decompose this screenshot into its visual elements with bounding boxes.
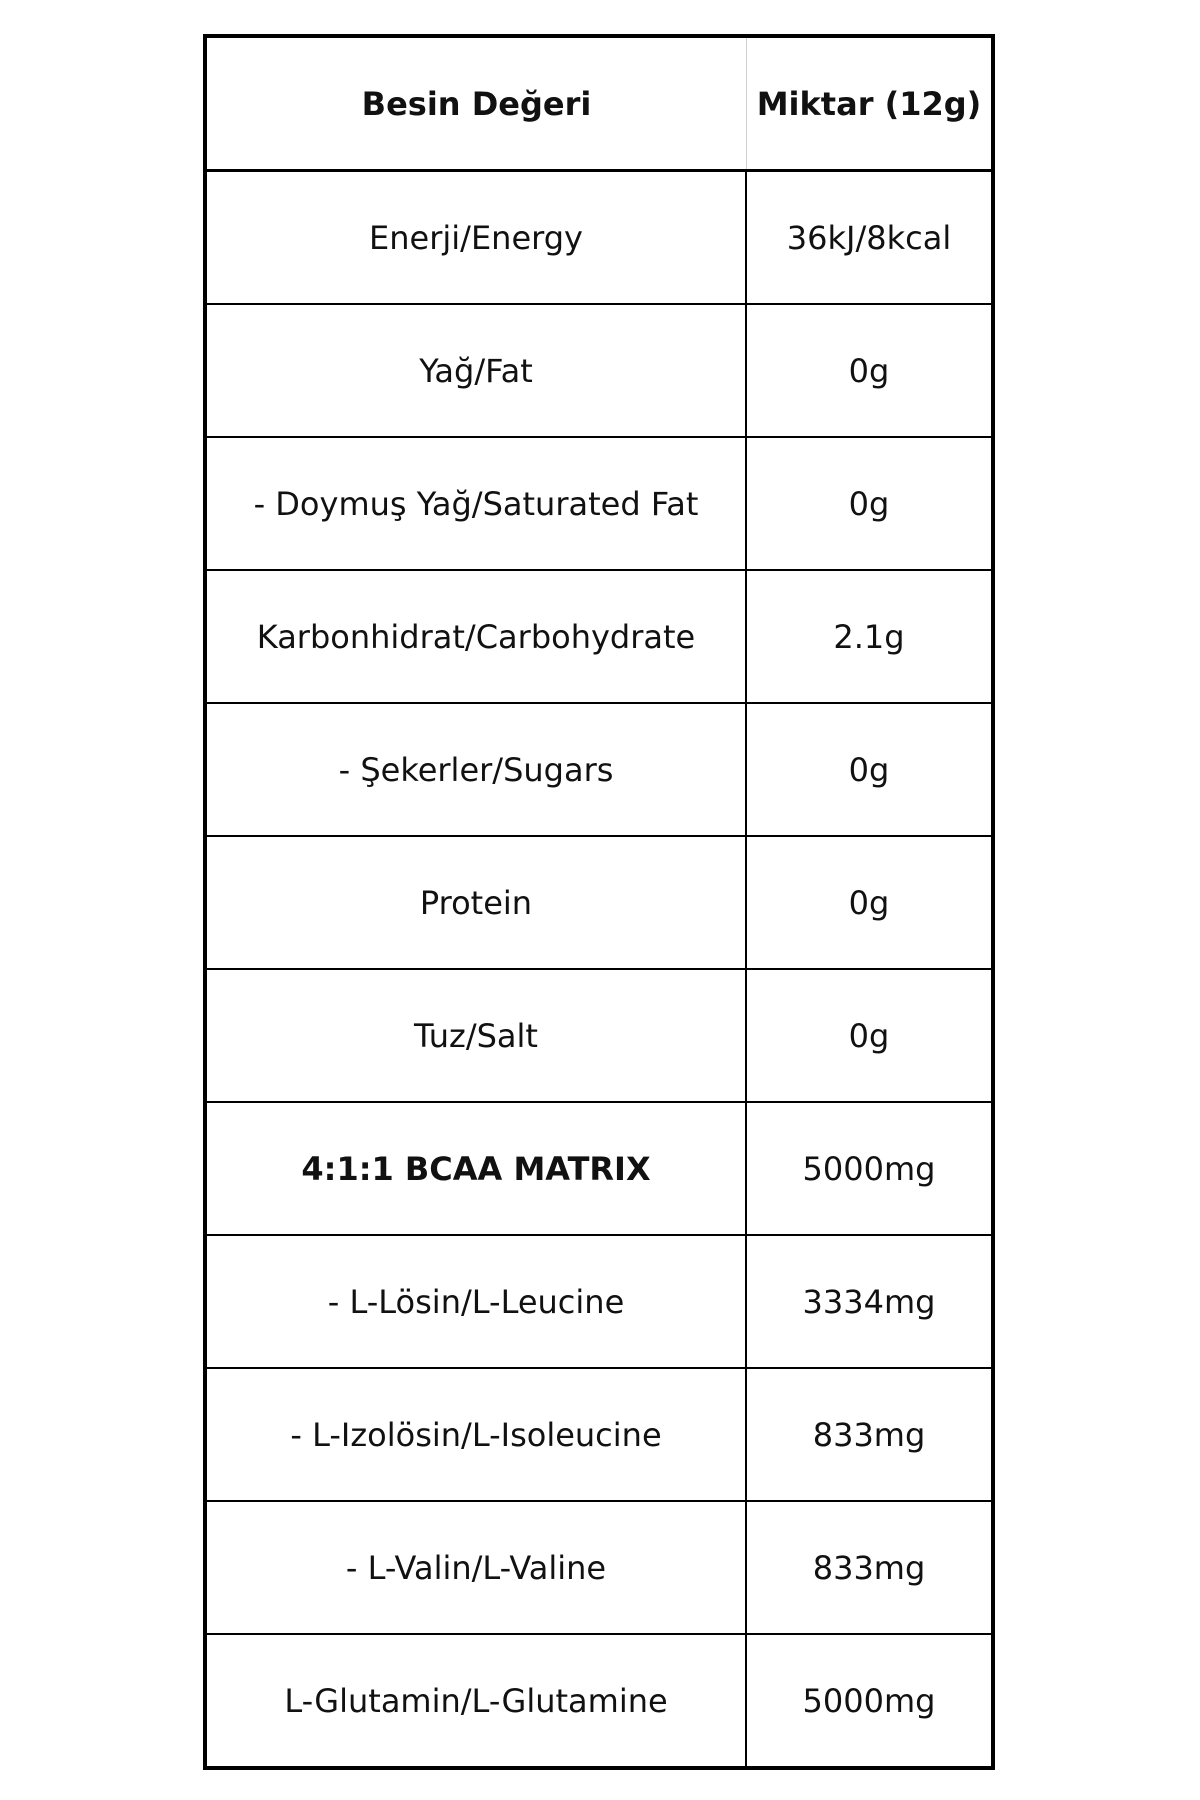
table-row	[207, 303, 991, 436]
nutrition-table	[203, 34, 995, 1770]
nutrient-amount: 36kJ/8kcal	[786, 218, 952, 257]
table-row	[207, 1633, 991, 1766]
nutrient-amount: 833mg	[812, 1548, 926, 1587]
nutrient-name: - Şekerler/Sugars	[207, 704, 747, 835]
nutrient-name: 4:1:1 BCAA MATRIX	[207, 1103, 747, 1234]
table-row	[207, 569, 991, 702]
nutrient-name: Protein	[207, 837, 747, 968]
nutrient-name: - L-Valin/L-Valine	[207, 1502, 747, 1633]
nutrient-name: - L-Lösin/L-Leucine	[207, 1236, 747, 1367]
header-amount: Miktar (12g)	[756, 84, 982, 123]
table-row	[207, 1234, 991, 1367]
nutrient-amount: 5000mg	[802, 1149, 936, 1188]
nutrient-name: Tuz/Salt	[207, 970, 747, 1101]
nutrient-name: Karbonhidrat/Carbohydrate	[207, 571, 747, 702]
table-row	[207, 968, 991, 1101]
nutrient-amount: 0g	[848, 750, 890, 789]
table-row	[207, 436, 991, 569]
nutrient-name: Enerji/Energy	[207, 172, 747, 303]
nutrient-amount: 0g	[848, 1016, 890, 1055]
table-row	[207, 172, 991, 303]
nutrient-amount: 2.1g	[833, 617, 905, 656]
table-row	[207, 1500, 991, 1633]
table-row	[207, 702, 991, 835]
nutrient-amount: 0g	[848, 484, 890, 523]
nutrient-name: - L-Izolösin/L-Isoleucine	[207, 1369, 747, 1500]
nutrient-amount: 833mg	[812, 1415, 926, 1454]
nutrient-amount: 0g	[848, 351, 890, 390]
table-header-row	[207, 38, 991, 172]
table-row	[207, 1367, 991, 1500]
table-row	[207, 1101, 991, 1234]
table-row	[207, 835, 991, 968]
header-nutrient: Besin Değeri	[207, 38, 747, 169]
nutrient-amount: 3334mg	[802, 1282, 936, 1321]
nutrient-name: - Doymuş Yağ/Saturated Fat	[207, 438, 747, 569]
nutrient-name: L-Glutamin/L-Glutamine	[207, 1635, 747, 1766]
nutrient-name: Yağ/Fat	[207, 305, 747, 436]
nutrient-amount: 5000mg	[802, 1681, 936, 1720]
nutrient-amount: 0g	[848, 883, 890, 922]
